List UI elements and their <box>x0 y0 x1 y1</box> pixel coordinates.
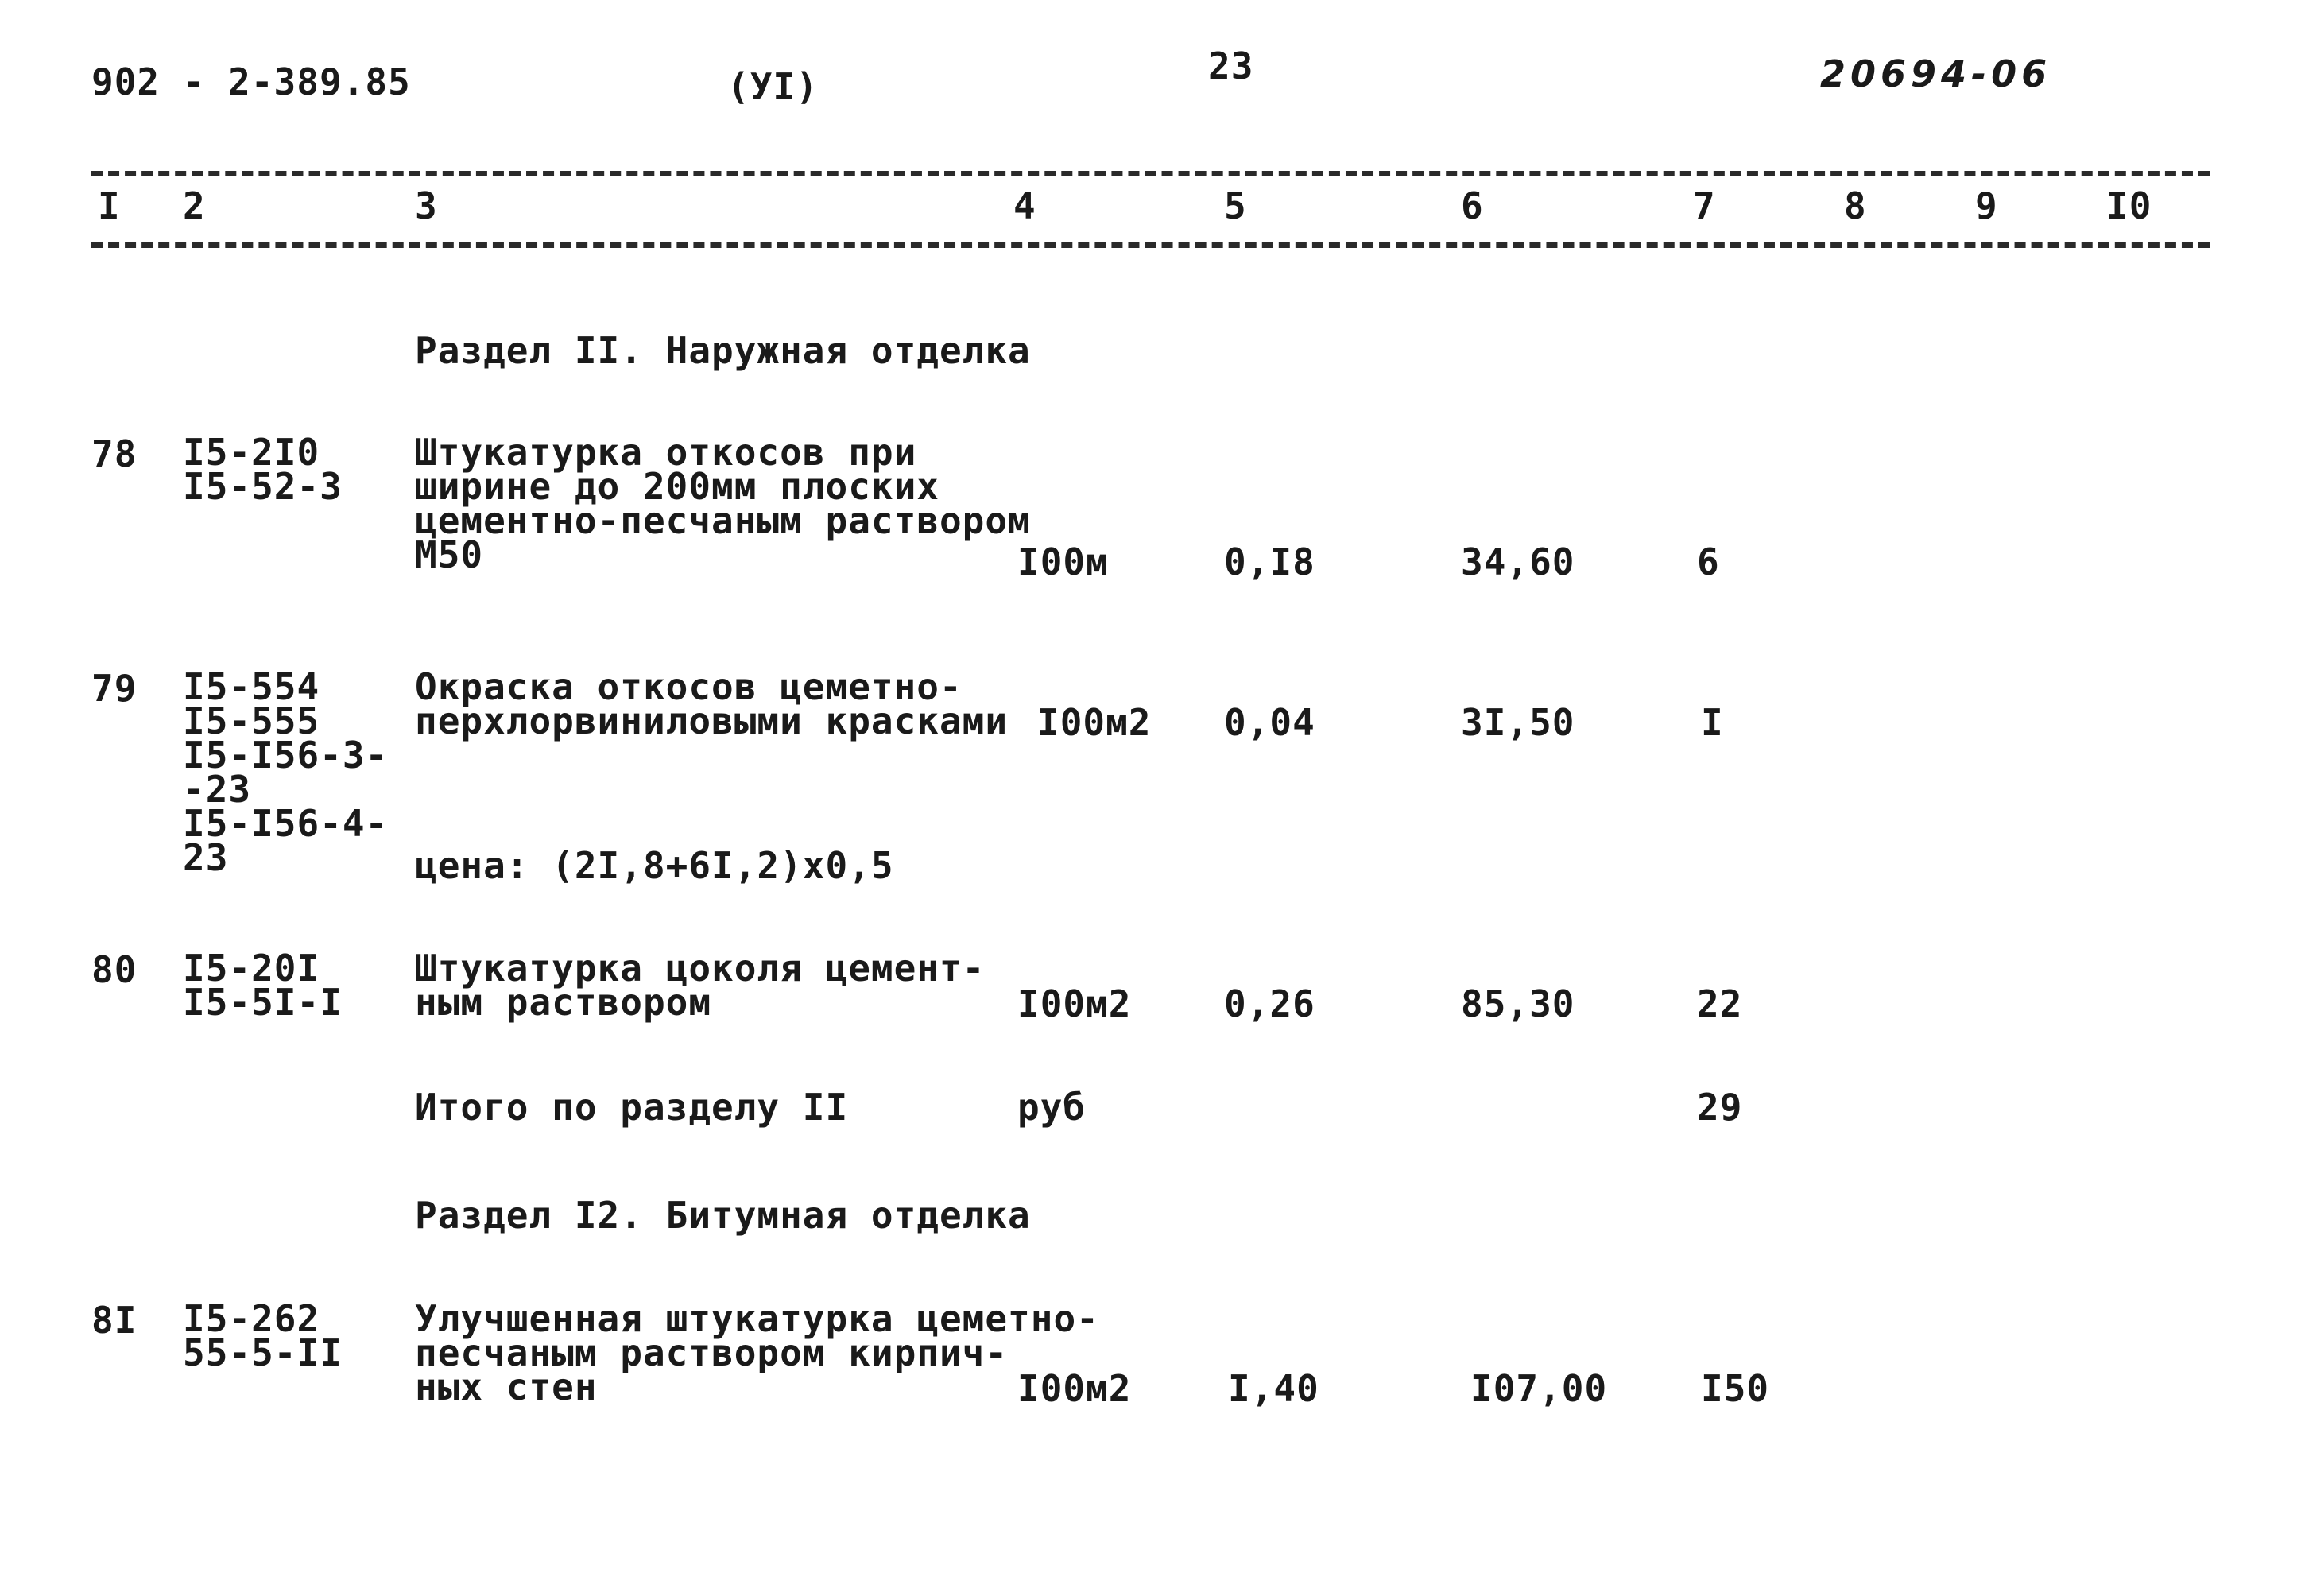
section-total-unit: руб <box>1017 1086 1087 1129</box>
row-number: 8I <box>91 1299 138 1342</box>
header-bottom-rule <box>91 242 2210 248</box>
header-top-rule <box>91 171 2210 176</box>
column-header: I0 <box>2106 184 2152 227</box>
rate-code: I5-52-3 <box>183 465 343 508</box>
section-total-amount: 29 <box>1697 1086 1743 1129</box>
column-header: I <box>98 184 121 227</box>
section-title: Раздел II. Наружная отделка <box>415 329 1031 372</box>
description-line: Окраска откосов цеметно- <box>415 665 963 708</box>
unit: I00м2 <box>1017 1367 1132 1410</box>
volume-label: (УI) <box>727 65 819 108</box>
work-description <box>415 947 986 1024</box>
unit-price: 3I,50 <box>1461 701 1575 744</box>
rate-codes <box>183 431 343 508</box>
description-line: Штукатурка откосов при <box>415 431 917 474</box>
section-total-label: Итого по разделу II <box>415 1086 849 1129</box>
document-code: 902 - 2-389.85 <box>91 60 411 103</box>
work-description <box>415 1297 1099 1408</box>
work-description <box>415 431 1031 576</box>
unit: I00м2 <box>1037 701 1152 744</box>
rate-code: I5-5I-I <box>183 981 343 1024</box>
row-number: 78 <box>91 432 138 475</box>
sheet-code: 20694-06 <box>1820 52 2052 95</box>
description-line: Улучшенная штукатурка цеметно- <box>415 1297 1099 1340</box>
row-number: 80 <box>91 948 138 991</box>
rate-code: I5-2I0 <box>183 431 320 474</box>
description-line: М50 <box>415 533 484 576</box>
quantity: I,40 <box>1228 1367 1319 1410</box>
description-line: ширине до 200мм плоских <box>415 465 939 508</box>
rate-code: I5-262 <box>183 1297 320 1340</box>
rate-code: I5-555 <box>183 699 320 742</box>
total-cost: I <box>1701 701 1724 744</box>
column-header: 4 <box>1013 184 1036 227</box>
total-cost: 6 <box>1697 540 1720 583</box>
work-description <box>415 665 1009 742</box>
description-line: цементно-песчаным раствором <box>415 499 1031 542</box>
column-header: 2 <box>183 184 206 227</box>
description-line: Штукатурка цоколя цемент- <box>415 947 986 990</box>
quantity: 0,04 <box>1224 701 1315 744</box>
rate-codes <box>183 1297 343 1374</box>
column-header: 5 <box>1224 184 1247 227</box>
description-line: перхлорвиниловыми красками <box>415 699 1009 742</box>
section-title: Раздел I2. Битумная отделка <box>415 1194 1031 1237</box>
unit-price: 34,60 <box>1461 540 1575 583</box>
column-header: 6 <box>1461 184 1484 227</box>
rate-codes <box>183 947 343 1024</box>
description-line: песчаным раствором кирпич- <box>415 1331 1009 1374</box>
unit: I00м2 <box>1017 982 1132 1025</box>
unit-price: 85,30 <box>1461 982 1575 1025</box>
rate-code: 55-5-II <box>183 1331 343 1374</box>
price-note: цена: (2I,8+6I,2)x0,5 <box>415 844 894 887</box>
rate-code: I5-I56-4- <box>183 802 389 845</box>
rate-code: -23 <box>183 768 252 811</box>
column-header: 8 <box>1844 184 1867 227</box>
unit: I00м <box>1017 540 1109 583</box>
total-cost: 22 <box>1697 982 1743 1025</box>
unit-price: I07,00 <box>1470 1367 1608 1410</box>
description-line: ным раствором <box>415 981 712 1024</box>
column-header: 9 <box>1975 184 1998 227</box>
description-line: ных стен <box>415 1366 598 1408</box>
page-number: 23 <box>1208 45 1254 87</box>
row-number: 79 <box>91 667 138 710</box>
column-header: 7 <box>1693 184 1716 227</box>
rate-code: I5-I56-3- <box>183 734 389 777</box>
rate-codes <box>183 665 389 879</box>
rate-code: I5-20I <box>183 947 320 990</box>
column-header: 3 <box>415 184 438 227</box>
rate-code: I5-554 <box>183 665 320 708</box>
quantity: 0,I8 <box>1224 540 1315 583</box>
quantity: 0,26 <box>1224 982 1315 1025</box>
rate-code: 23 <box>183 836 229 879</box>
total-cost: I50 <box>1701 1367 1770 1410</box>
